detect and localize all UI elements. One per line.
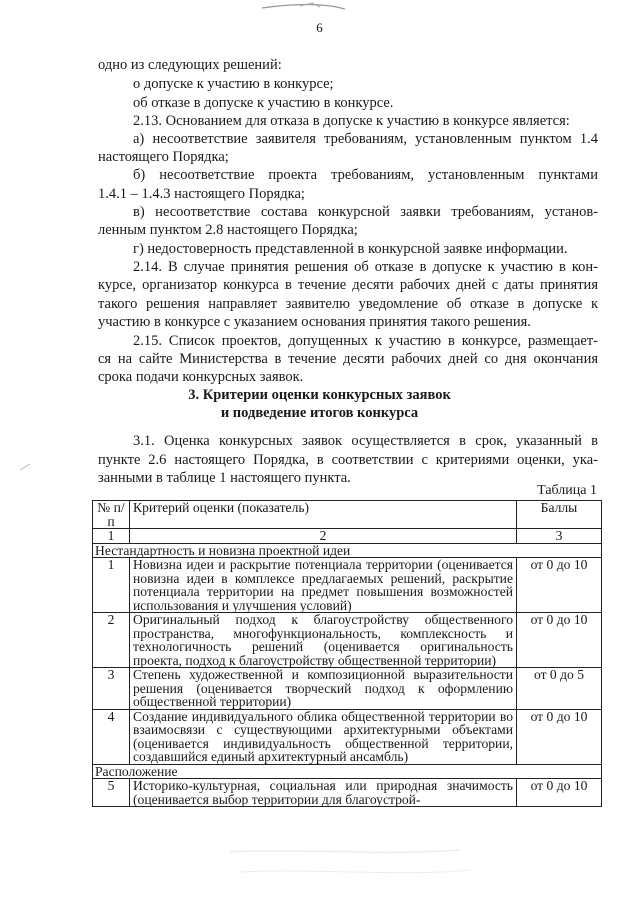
row-score: от 0 до 10 — [517, 558, 602, 613]
table-header-row — [93, 501, 602, 529]
text-line: о допуске к участию в конкурсе; — [133, 76, 334, 92]
row-score: от 0 до 10 — [517, 613, 602, 668]
section-heading-line2: и подведение итогов конкурса — [220, 405, 419, 421]
table-row — [93, 558, 602, 613]
table-row — [93, 709, 602, 764]
text-line: а) несоответствие заявителя требованиям, установленным пунктом 1.4 — [133, 131, 598, 147]
table-group-row — [93, 764, 602, 779]
table-column-numbers-row — [93, 529, 602, 544]
header-score: Баллы — [517, 501, 602, 529]
col-number-2: 2 — [130, 529, 517, 544]
table-row — [93, 779, 602, 807]
text-line: 3.1. Оценка конкурсных заявок осуществляется в срок, указанный в — [133, 433, 598, 449]
text-line: г) недостоверность представленной в конкурсной заявке информации. — [133, 241, 568, 257]
row-criterion: Степень художественной и композиционной выразительности решения (оценивается творческий подход к оформлению общественной территории) — [130, 668, 517, 710]
col-number-1: 1 — [93, 529, 130, 544]
row-number: 4 — [93, 709, 130, 764]
row-number: 1 — [93, 558, 130, 613]
text-line: срока подачи конкурсных заявок. — [98, 369, 304, 385]
row-score: от 0 до 10 — [517, 709, 602, 764]
row-number: 2 — [93, 613, 130, 668]
scan-noise-bottom — [0, 822, 639, 905]
row-number: 3 — [93, 668, 130, 710]
text-line: 2.15. Список проектов, допущенных к участию в конкурсе, размещает- — [133, 333, 598, 349]
row-score: от 0 до 5 — [517, 668, 602, 710]
text-line: ленным пунктом 2.8 настоящего Порядка; — [98, 222, 358, 238]
col-number-3: 3 — [517, 529, 602, 544]
text-line: участию в конкурсе с указанием основания принятия такого решения. — [98, 314, 531, 330]
page-number: 6 — [316, 20, 323, 35]
text-line: б) несоответствие проекта требованиям, установленным пунктами — [133, 167, 598, 183]
text-line: ся на сайте Министерства в течение десяти рабочих дней со дня окончания — [98, 351, 598, 367]
row-score: от 0 до 10 — [517, 779, 602, 807]
table-row — [93, 668, 602, 710]
text-line: такого решения направляет заявителю уведомление об отказе в допуске к — [98, 296, 598, 312]
text-line: курсе, организатор конкурса в течение десяти рабочих дней с даты принятия — [98, 277, 598, 293]
text-line: об отказе в допуске к участию в конкурсе. — [133, 95, 394, 111]
text-line: занными в таблице 1 настоящего пункта. — [98, 470, 351, 486]
row-criterion: Историко-культурная, социальная или природная значимость (оценивается выбор территории для благоустрой- — [130, 779, 517, 807]
table-caption: Таблица 1 — [537, 483, 597, 498]
group-title: Расположение — [93, 764, 602, 779]
row-criterion: Оригинальный подход к благоустройству общественного пространства, многофункциональность, комплексность и технологичность решений (оценивается оригинальность проекта, подход к благоустройству общественной территории) — [130, 613, 517, 668]
section-heading-line1: 3. Критерии оценки конкурсных заявок — [188, 387, 451, 403]
row-number: 5 — [93, 779, 130, 807]
text-line: 2.14. В случае принятия решения об отказе в допуске к участию в кон- — [133, 259, 598, 275]
table-row — [93, 613, 602, 668]
row-criterion: Новизна идеи и раскрытие потенциала территории (оценивается новизна идеи в комплексе предлагаемых решений, раскрытие потенциала территории на предмет повышения возможностей использования и улучшения условий) — [130, 558, 517, 613]
header-number: № п/п — [93, 501, 130, 529]
row-criterion: Создание индивидуального облика общественной территории во взаимосвязи с существующими архитектурными объектами (оценивается индивидуальность общественной территории, создавшийся единый архитектурный ансамбль) — [130, 709, 517, 764]
text-line: настоящего Порядка; — [98, 149, 229, 165]
group-title: Нестандартность и новизна проектной идеи — [93, 543, 602, 558]
text-line: в) несоответствие состава конкурсной заявки требованиям, установ- — [133, 204, 598, 220]
text-line: 2.13. Основанием для отказа в допуске к участию в конкурсе является: — [133, 113, 570, 129]
text-line: одно из следующих решений: — [98, 57, 282, 73]
text-line: пункте 2.6 настоящего Порядка, в соответствии с критериями оценки, ука- — [98, 452, 598, 468]
table-group-row — [93, 543, 602, 558]
criteria-table — [92, 500, 602, 807]
text-line: 1.4.1 – 1.4.3 настоящего Порядка; — [98, 186, 305, 202]
header-criterion: Критерий оценки (показатель) — [130, 501, 517, 529]
